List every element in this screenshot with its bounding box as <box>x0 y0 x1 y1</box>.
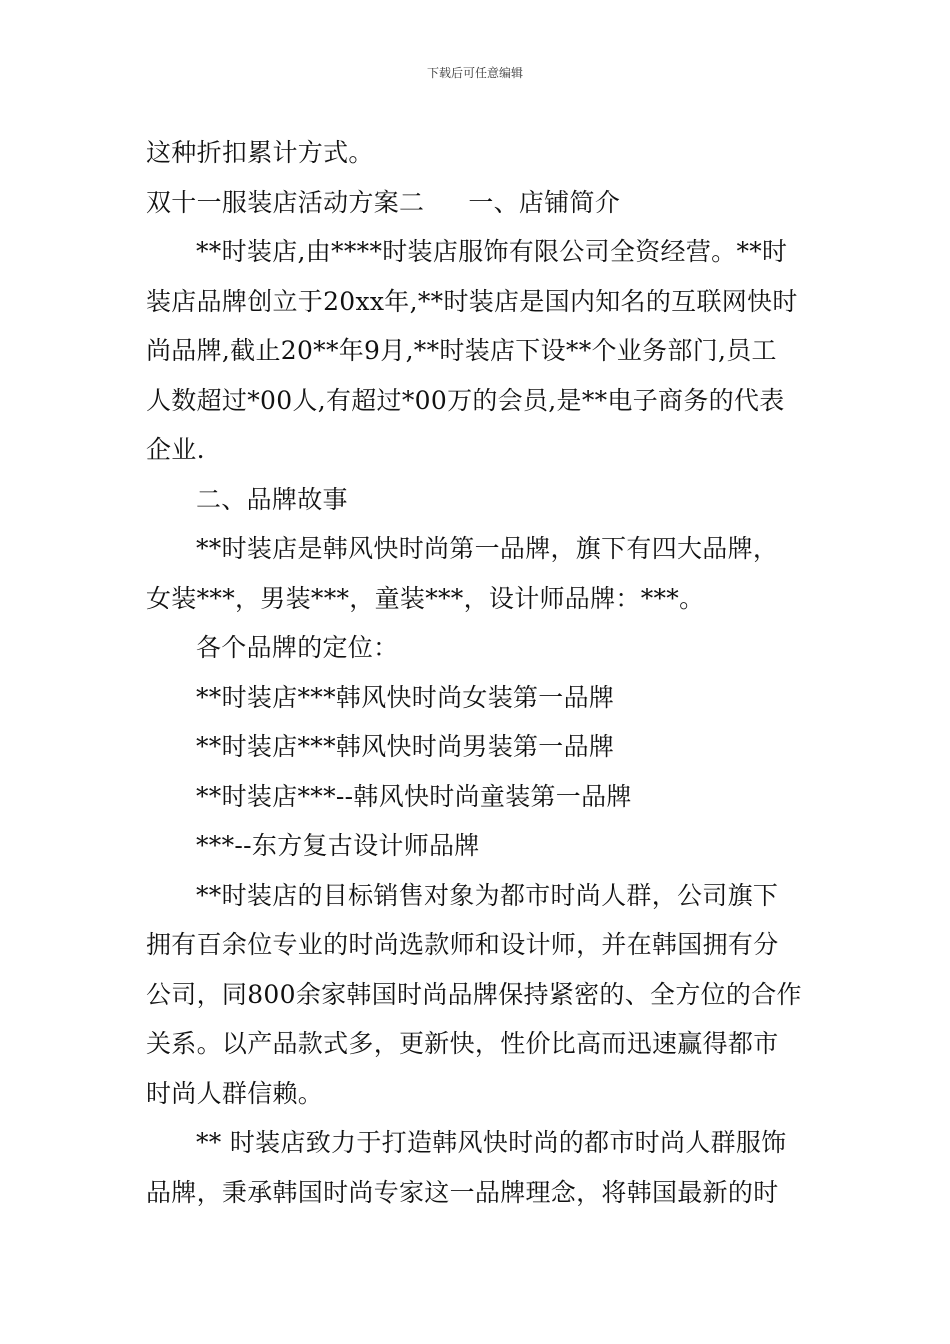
paragraph-line: 这种折扣累计方式。 <box>146 138 374 167</box>
brand-positioning-item: **时装店***--韩风快时尚童装第一品牌 <box>196 781 632 811</box>
brand-positioning-item: ***--东方复古设计师品牌 <box>196 831 480 860</box>
paragraph-line: 拥有百余位专业的时尚选款师和设计师，并在韩国拥有分 <box>146 930 779 959</box>
document-body <box>146 128 810 1217</box>
brand-positioning-item: **时装店***韩风快时尚女装第一品牌 <box>196 682 615 712</box>
paragraph-line: **时装店的目标销售对象为都市时尚人群，公司旗下 <box>196 880 779 910</box>
paragraph-line: ** 时装店致力于打造韩风快时尚的都市时尚人群服饰 <box>196 1128 787 1157</box>
section-title-line: 双十一服装店活动方案二 一、店铺简介 <box>146 187 621 217</box>
paragraph-line: 尚品牌,截止20**年9月,**时装店下设**个业务部门,员工 <box>146 336 777 365</box>
paragraph-line: 时尚人群信赖。 <box>146 1078 324 1108</box>
paragraph-line: 公司，同800余家韩国时尚品牌保持紧密的、全方位的合作 <box>146 979 802 1009</box>
paragraph-line: 人数超过*00人,有超过*00万的会员,是**电子商务的代表 <box>146 385 785 415</box>
brand-positioning-item: **时装店***韩风快时尚男装第一品牌 <box>196 732 615 761</box>
paragraph-line: 关系。以产品款式多，更新快，性价比高而迅速赢得都市 <box>146 1029 779 1058</box>
paragraph-line: 品牌，秉承韩国时尚专家这一品牌理念，将韩国最新的时 <box>146 1177 779 1207</box>
section-heading: 二、品牌故事 <box>196 484 348 514</box>
paragraph-line: **时装店是韩风快时尚第一品牌，旗下有四大品牌， <box>196 534 779 563</box>
paragraph-line: **时装店,由****时装店服饰有限公司全资经营。**时 <box>196 237 788 266</box>
page-header: 下载后可任意编辑 <box>426 66 523 80</box>
paragraph-line: 企业. <box>146 435 205 464</box>
paragraph-line: 各个品牌的定位： <box>196 633 399 662</box>
paragraph-line: 女装***，男装***，童装***，设计师品牌：***。 <box>146 583 705 613</box>
paragraph-line: 装店品牌创立于20xx年,**时装店是国内知名的互联网快时 <box>146 286 798 316</box>
